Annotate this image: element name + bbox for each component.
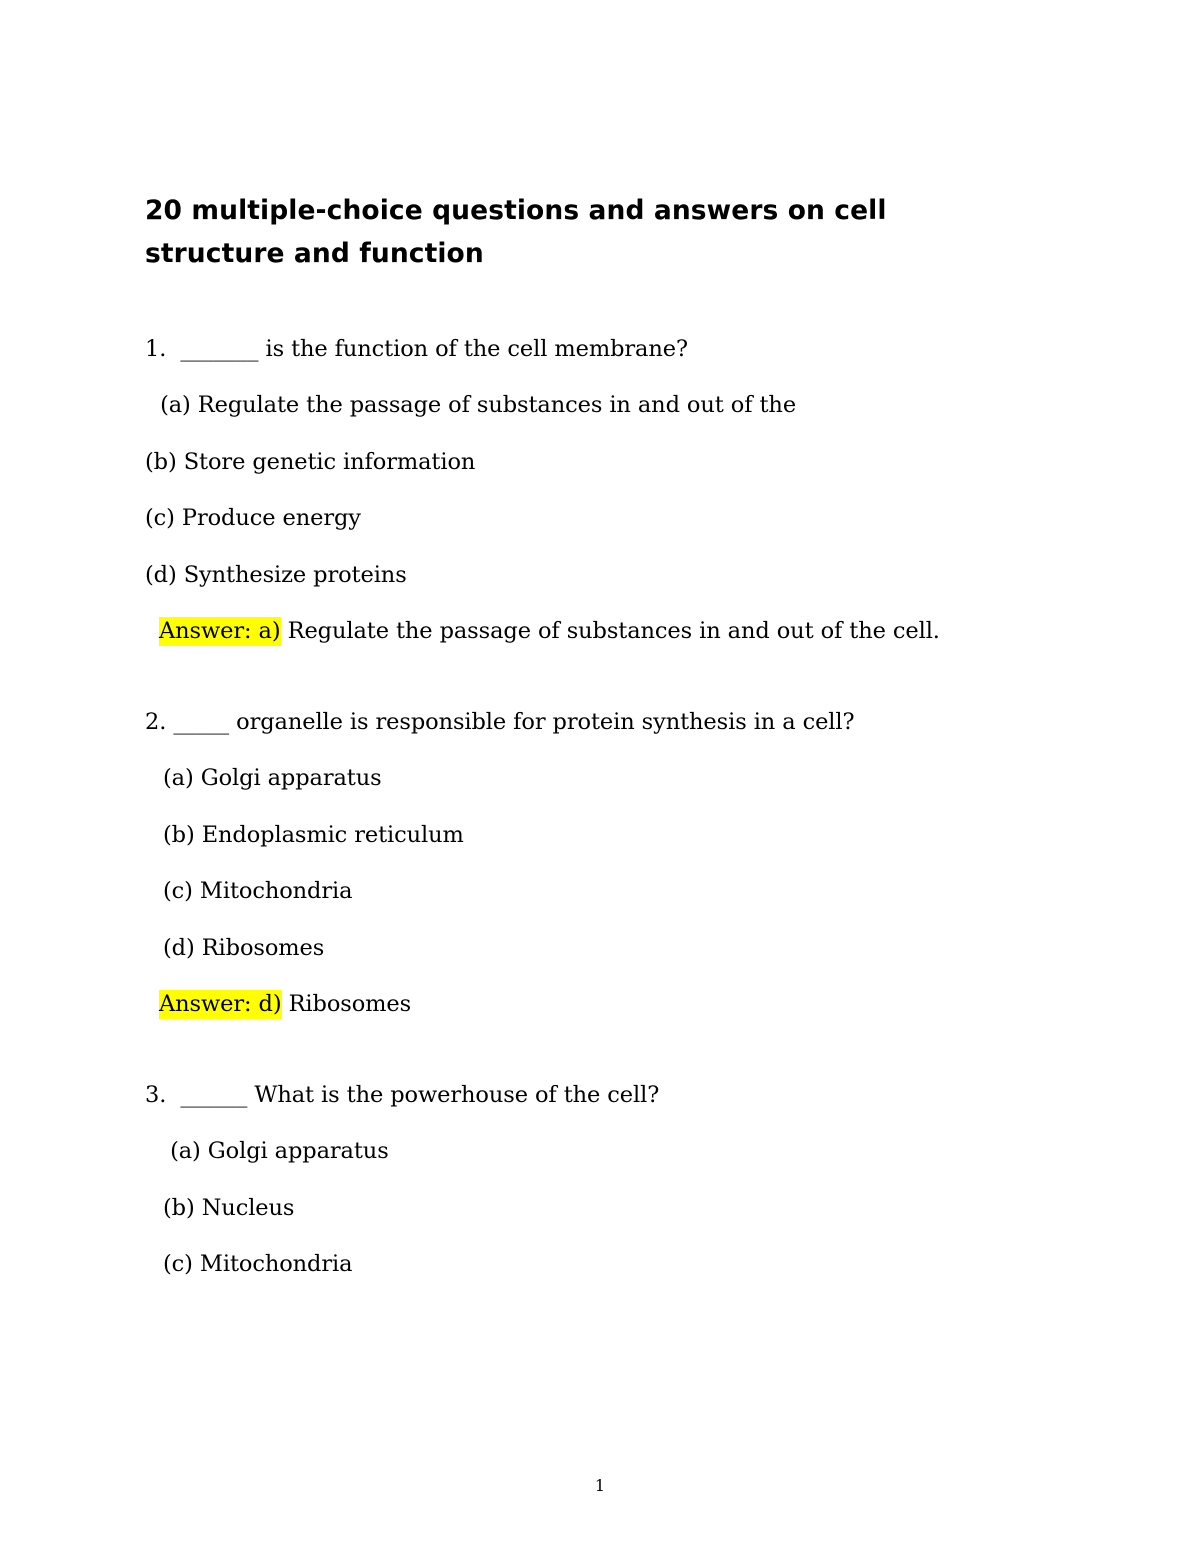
answer-text: Regulate the passage of substances in and out of the cell. — [280, 618, 940, 645]
answer-option[interactable]: (d) Ribosomes — [163, 934, 325, 961]
answer-highlight: Answer: a) — [159, 618, 281, 645]
question-stem: 2. _____ organelle is responsible for protein synthesis in a cell? — [145, 708, 855, 735]
answer-option[interactable]: (b) Store genetic information — [145, 448, 476, 475]
answer-option[interactable]: (b) Nucleus — [163, 1194, 295, 1221]
page-number: 1 — [594, 1476, 606, 1495]
answer-option[interactable]: (a) Golgi apparatus — [163, 765, 382, 792]
answer-option[interactable]: (a) Regulate the passage of substances in and out of the — [153, 392, 797, 419]
answer-text: Ribosomes — [281, 991, 412, 1018]
answer-highlight: Answer: d) — [159, 991, 282, 1018]
answer-option[interactable]: (c) Mitochondria — [163, 878, 353, 905]
answer-line — [145, 993, 1050, 1016]
question-block — [145, 708, 1050, 1018]
answer-option[interactable]: (c) Mitochondria — [163, 1251, 353, 1278]
title-spacer — [145, 276, 1050, 338]
question-gap — [145, 643, 1050, 711]
answer-option[interactable]: (d) Synthesize proteins — [145, 561, 407, 588]
answer-option[interactable]: (b) Endoplasmic reticulum — [163, 821, 464, 848]
question-block — [145, 335, 1050, 645]
answer-line — [145, 620, 1050, 643]
answer-option[interactable]: (a) Golgi apparatus — [163, 1138, 389, 1165]
question-stem: 3. ______ What is the powerhouse of the cell? — [145, 1081, 660, 1108]
page-title: 20 multiple-choice questions and answers on cell structure and function — [145, 195, 887, 269]
question-gap — [145, 1016, 1050, 1084]
answer-option[interactable]: (c) Produce energy — [145, 505, 361, 532]
question-stem: 1. _______ is the function of the cell membrane? — [145, 335, 688, 362]
question-block — [145, 1081, 1050, 1278]
